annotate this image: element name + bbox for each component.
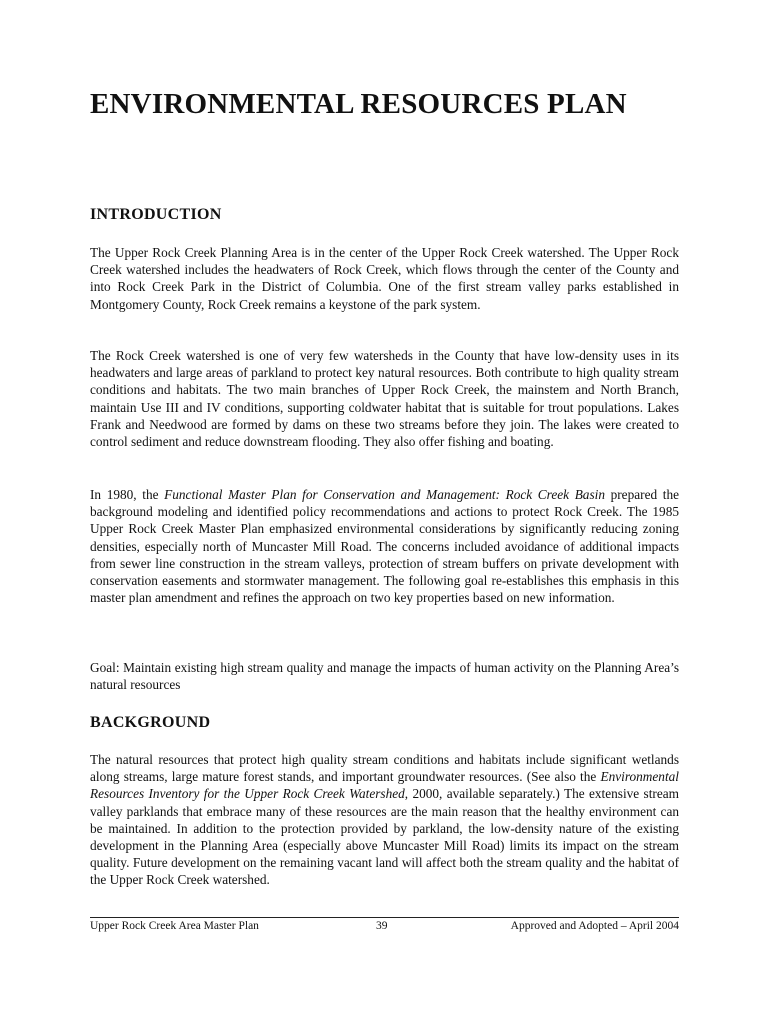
intro-paragraph-2: The Rock Creek watershed is one of very few watersheds in the County that have low-density uses in its headwaters and large areas of parkland to protect key natural resources. Both contribute to high quality stream conditions and habitats. The two main branches of Upper Rock Creek, the mainstem and North Branch, maintain Use III and IV conditions, supporting coldwater habitat that is suitable for trout populations. Lakes Frank and Needwood are formed by dams on these two streams before they join. The lakes were created to control sediment and reduce downstream flooding. They also offer fishing and boating. [90, 348, 679, 450]
introduction-heading: INTRODUCTION [90, 206, 222, 223]
document-page [90, 0, 679, 1024]
functional-master-plan-title: Functional Master Plan for Conservation and Management: Rock Creek Basin [164, 487, 605, 502]
goal-statement: Goal: Maintain existing high stream quality and manage the impacts of human activity on the Planning Area’s natural resources [90, 660, 679, 693]
footer-page-number: 39 [376, 920, 388, 932]
intro-paragraph-3-rest: prepared the background modeling and identified policy recommendations and actions to protect Rock Creek. The 1985 Upper Rock Creek Master Plan emphasized environmental considerations by significantly reducing zoning densities, especially north of Muncaster Mill Road. The concerns included avoidance of additional impacts from sewer line construction in the stream valleys, protection of stream buffers on private development with conservation easements and stormwater management. The following goal re-establishes this emphasis in this master plan amendment and refines the approach on two key properties based on new information. [90, 487, 679, 606]
background-heading: BACKGROUND [90, 714, 211, 731]
background-paragraph-lead: The natural resources that protect high quality stream conditions and habitats include significant wetlands along streams, large mature forest stands, and important groundwater resources. (See also the [90, 752, 679, 785]
footer-plan-name: Upper Rock Creek Area Master Plan [90, 920, 259, 932]
environmental-inventory-title: Environmental Resources Inventory for the Upper Rock Creek Watershed [90, 769, 679, 802]
footer-divider [90, 917, 679, 918]
footer-approval: Approved and Adopted – April 2004 [510, 920, 679, 932]
intro-paragraph-3 [90, 486, 679, 606]
intro-paragraph-3-lead: In 1980, the [90, 487, 165, 502]
background-paragraph-1 [90, 751, 679, 889]
intro-paragraph-1: The Upper Rock Creek Planning Area is in the center of the Upper Rock Creek watershed. The Upper Rock Creek watershed includes the headwaters of Rock Creek, which flows through the center of the County and into Rock Creek Park in the District of Columbia. One of the first stream valley parks established in Montgomery County, Rock Creek remains a keystone of the park system. [90, 245, 679, 312]
background-paragraph-rest: , 2000, available separately.) The extensive stream valley parklands that embrace many of these resources are the main reason that the healthy environment can be maintained. In addition to the protection provided by parkland, the low-density nature of the existing development in the Planning Area (especially above Muncaster Mill Road) limits its impact on the stream quality. Future development on the remaining vacant land will affect both the stream quality and the habitat of the Upper Rock Creek watershed. [90, 786, 679, 888]
page-title: ENVIRONMENTAL RESOURCES PLAN [90, 88, 627, 120]
